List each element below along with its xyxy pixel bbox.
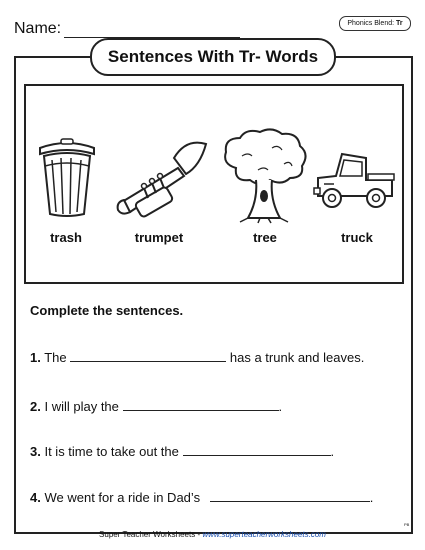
name-label: Name:: [14, 20, 62, 37]
sentence-text-after: .: [369, 490, 374, 505]
sentence-number: 2.: [30, 399, 41, 414]
tree-icon: [218, 126, 312, 224]
footer-url-link[interactable]: www.superteacherworksheets.com: [202, 530, 326, 539]
sentence-2: [30, 398, 282, 414]
sentence-text-before: I will play the: [44, 399, 119, 414]
footer: [0, 530, 425, 539]
sentence-text-after: .: [330, 444, 335, 459]
sentence-4: [30, 489, 373, 505]
page-code: PB: [404, 522, 410, 527]
sentence-number: 4.: [30, 490, 41, 505]
footer-brand: Super Teacher Worksheets: [99, 530, 196, 539]
sentence-text-after: has a trunk and leaves.: [229, 350, 365, 365]
answer-blank-1[interactable]: [70, 349, 226, 362]
sentence-text-before: It is time to take out the: [44, 444, 179, 459]
instructions: Complete the sentences.: [30, 303, 184, 318]
badge-prefix: Phonics Blend:: [347, 20, 395, 27]
picture-label-trash: trash: [50, 230, 82, 245]
sentence-text-before: The: [44, 350, 67, 365]
answer-blank-4[interactable]: [210, 489, 370, 502]
trumpet-icon: [114, 138, 209, 223]
worksheet-title: Sentences With Tr- Words: [90, 38, 336, 76]
badge-value: Tr: [396, 20, 403, 27]
sentence-number: 1.: [30, 350, 41, 365]
sentence-text-after: .: [278, 399, 283, 414]
sentence-3: [30, 443, 334, 459]
sentence-number: 3.: [30, 444, 41, 459]
sentence-text-before: We went for a ride in Dad’s: [44, 490, 201, 505]
picture-label-tree: tree: [253, 230, 277, 245]
answer-blank-3[interactable]: [183, 443, 331, 456]
sentence-1: [30, 349, 364, 365]
picture-label-trumpet: trumpet: [134, 230, 184, 245]
answer-blank-2[interactable]: [123, 398, 279, 411]
phonics-blend-badge: [339, 16, 411, 31]
trash-can-icon: [32, 134, 102, 220]
truck-icon: [312, 148, 398, 214]
picture-label-truck: truck: [341, 230, 373, 245]
picture-box: [24, 84, 404, 284]
footer-separator: -: [195, 530, 203, 539]
